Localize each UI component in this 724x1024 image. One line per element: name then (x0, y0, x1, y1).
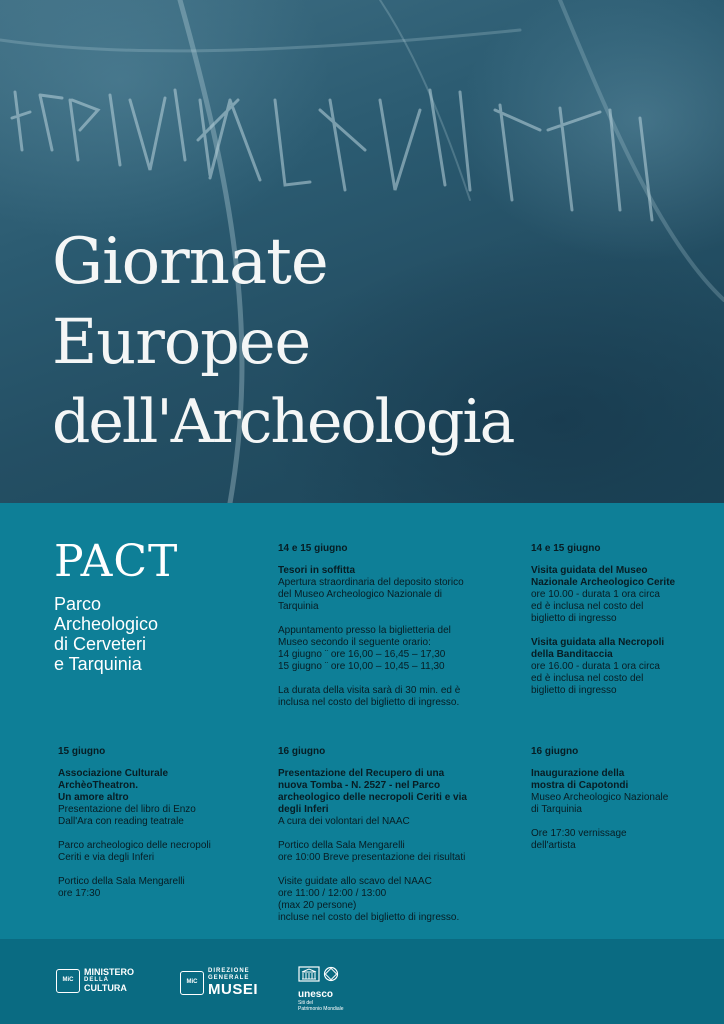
event-text: biglietto di ingresso (531, 685, 617, 696)
event-text: ed è inclusa nel costo del (531, 601, 644, 612)
logo-ministero-cultura (56, 968, 134, 993)
unesco-sub: Patrimonio Mondiale (298, 1006, 344, 1012)
event-title: Un amore altro (58, 792, 129, 803)
event-title: archeologico delle necropoli Ceriti e via (278, 792, 467, 803)
event-title: degli Inferi (278, 804, 329, 815)
event-title: nuova Tomba - N. 2527 - nel Parco (278, 780, 441, 791)
unesco-sub: Siti del (298, 1000, 314, 1006)
logo-unesco (298, 966, 344, 1012)
pact-sub-line: e Tarquinia (54, 654, 142, 674)
event-inaugurazione-mostra (531, 746, 711, 852)
event-text: Museo Archeologico Nazionale (531, 792, 669, 803)
event-text: Presentazione del libro di Enzo (58, 804, 196, 815)
event-text: Ore 17:30 vernissage (531, 828, 627, 839)
event-text: ore 16.00 - durata 1 ora circa (531, 661, 660, 672)
event-title (52, 222, 513, 462)
ministero-text (84, 968, 134, 993)
event-title: Nazionale Archeologico Cerite (531, 577, 676, 588)
title-line-3: dell'Archeologia (52, 387, 514, 457)
hero-inscription-image (0, 0, 724, 503)
event-text: incluse nel costo del biglietto di ingresso. (278, 912, 460, 923)
title-line-1: Giornate (52, 225, 328, 299)
event-title: Visita guidata del Museo (531, 565, 648, 576)
event-text: ore 17:30 (58, 888, 101, 899)
logo-direzione-musei (180, 968, 258, 997)
logo-line: MUSEI (208, 981, 259, 998)
event-text: Portico della Sala Mengarelli (278, 840, 405, 851)
event-date: 15 giugno (58, 746, 106, 757)
event-text: ed è inclusa nel costo del (531, 673, 644, 684)
event-text: ore 10.00 - durata 1 ora circa (531, 589, 660, 600)
event-text: Parco archeologico delle necropoli (58, 840, 211, 851)
event-text: (max 20 persone) (278, 900, 357, 911)
event-text: La durata della visita sarà di 30 min. ed è (278, 685, 461, 696)
pact-sub-line: Archeologico (54, 614, 159, 634)
event-title: Visita guidata alla Necropoli (531, 637, 665, 648)
pact-name: PACT (54, 536, 179, 587)
logo-line: DELLA (84, 977, 109, 983)
event-visite-guidate (531, 543, 711, 697)
mic-emblem-icon (180, 971, 204, 995)
mic-mark-text: MiC (186, 979, 198, 985)
event-title: della Banditaccia (531, 649, 613, 660)
unesco-temple-icon (298, 966, 342, 982)
pact-logo (54, 536, 254, 674)
event-text: ore 10:00 Breve presentazione dei risultati (278, 852, 466, 863)
event-title: ArchèoTheatron. (58, 780, 139, 791)
logo-line: CULTURA (84, 983, 127, 993)
event-date: 14 e 15 giugno (531, 543, 601, 554)
event-text: del Museo Archeologico Nazionale di (278, 589, 442, 600)
event-text: Appuntamento presso la biglietteria del (278, 625, 451, 636)
event-nuova-tomba (278, 746, 514, 924)
musei-text (208, 968, 258, 997)
event-text: di Tarquinia (531, 804, 582, 815)
logo-line: MINISTERO (84, 967, 135, 977)
unesco-text: unesco (298, 989, 334, 1000)
event-title: Tesori in soffitta (278, 565, 356, 576)
event-text: ore 11:00 / 12:00 / 13:00 (278, 888, 387, 899)
event-text: Apertura straordinaria del deposito storico (278, 577, 464, 588)
logo-line: DIREZIONE (208, 968, 250, 974)
event-title: Presentazione del Recupero di una (278, 768, 445, 779)
event-text: 14 giugno ¨ ore 16,00 – 16,45 – 17,30 (278, 649, 446, 660)
event-archeotheatron (58, 746, 268, 900)
event-text: 15 giugno ¨ ore 10,00 – 10,45 – 11,30 (278, 661, 445, 672)
pact-sub-line: di Cerveteri (54, 634, 147, 654)
event-text: dell'artista (531, 840, 576, 851)
event-text: A cura dei volontari del NAAC (278, 816, 410, 827)
event-text: Ceriti e via degli Inferi (58, 852, 155, 863)
event-text: Tarquinia (278, 601, 319, 612)
event-text: Museo secondo il seguente orario: (278, 637, 431, 648)
pact-subtitle (54, 594, 254, 674)
event-tesori-soffitta (278, 543, 508, 709)
pact-sub-line: Parco (54, 594, 102, 614)
event-title: Inaugurazione della (531, 768, 625, 779)
mic-mark-text: MiC (62, 977, 74, 983)
event-text: biglietto di ingresso (531, 613, 617, 624)
event-text: Dall'Ara con reading teatrale (58, 816, 184, 827)
event-text: inclusa nel costo del biglietto di ingresso. (278, 697, 460, 708)
event-title: mostra di Capotondi (531, 780, 629, 791)
event-text: Portico della Sala Mengarelli (58, 876, 185, 887)
event-date: 14 e 15 giugno (278, 543, 348, 554)
mic-emblem-icon (56, 969, 80, 993)
event-text: Visite guidate allo scavo del NAAC (278, 876, 432, 887)
event-date: 16 giugno (278, 746, 326, 757)
event-date: 16 giugno (531, 746, 579, 757)
event-title: Associazione Culturale (58, 768, 169, 779)
logo-line: GENERALE (208, 975, 250, 981)
title-line-2: Europee (52, 305, 311, 378)
